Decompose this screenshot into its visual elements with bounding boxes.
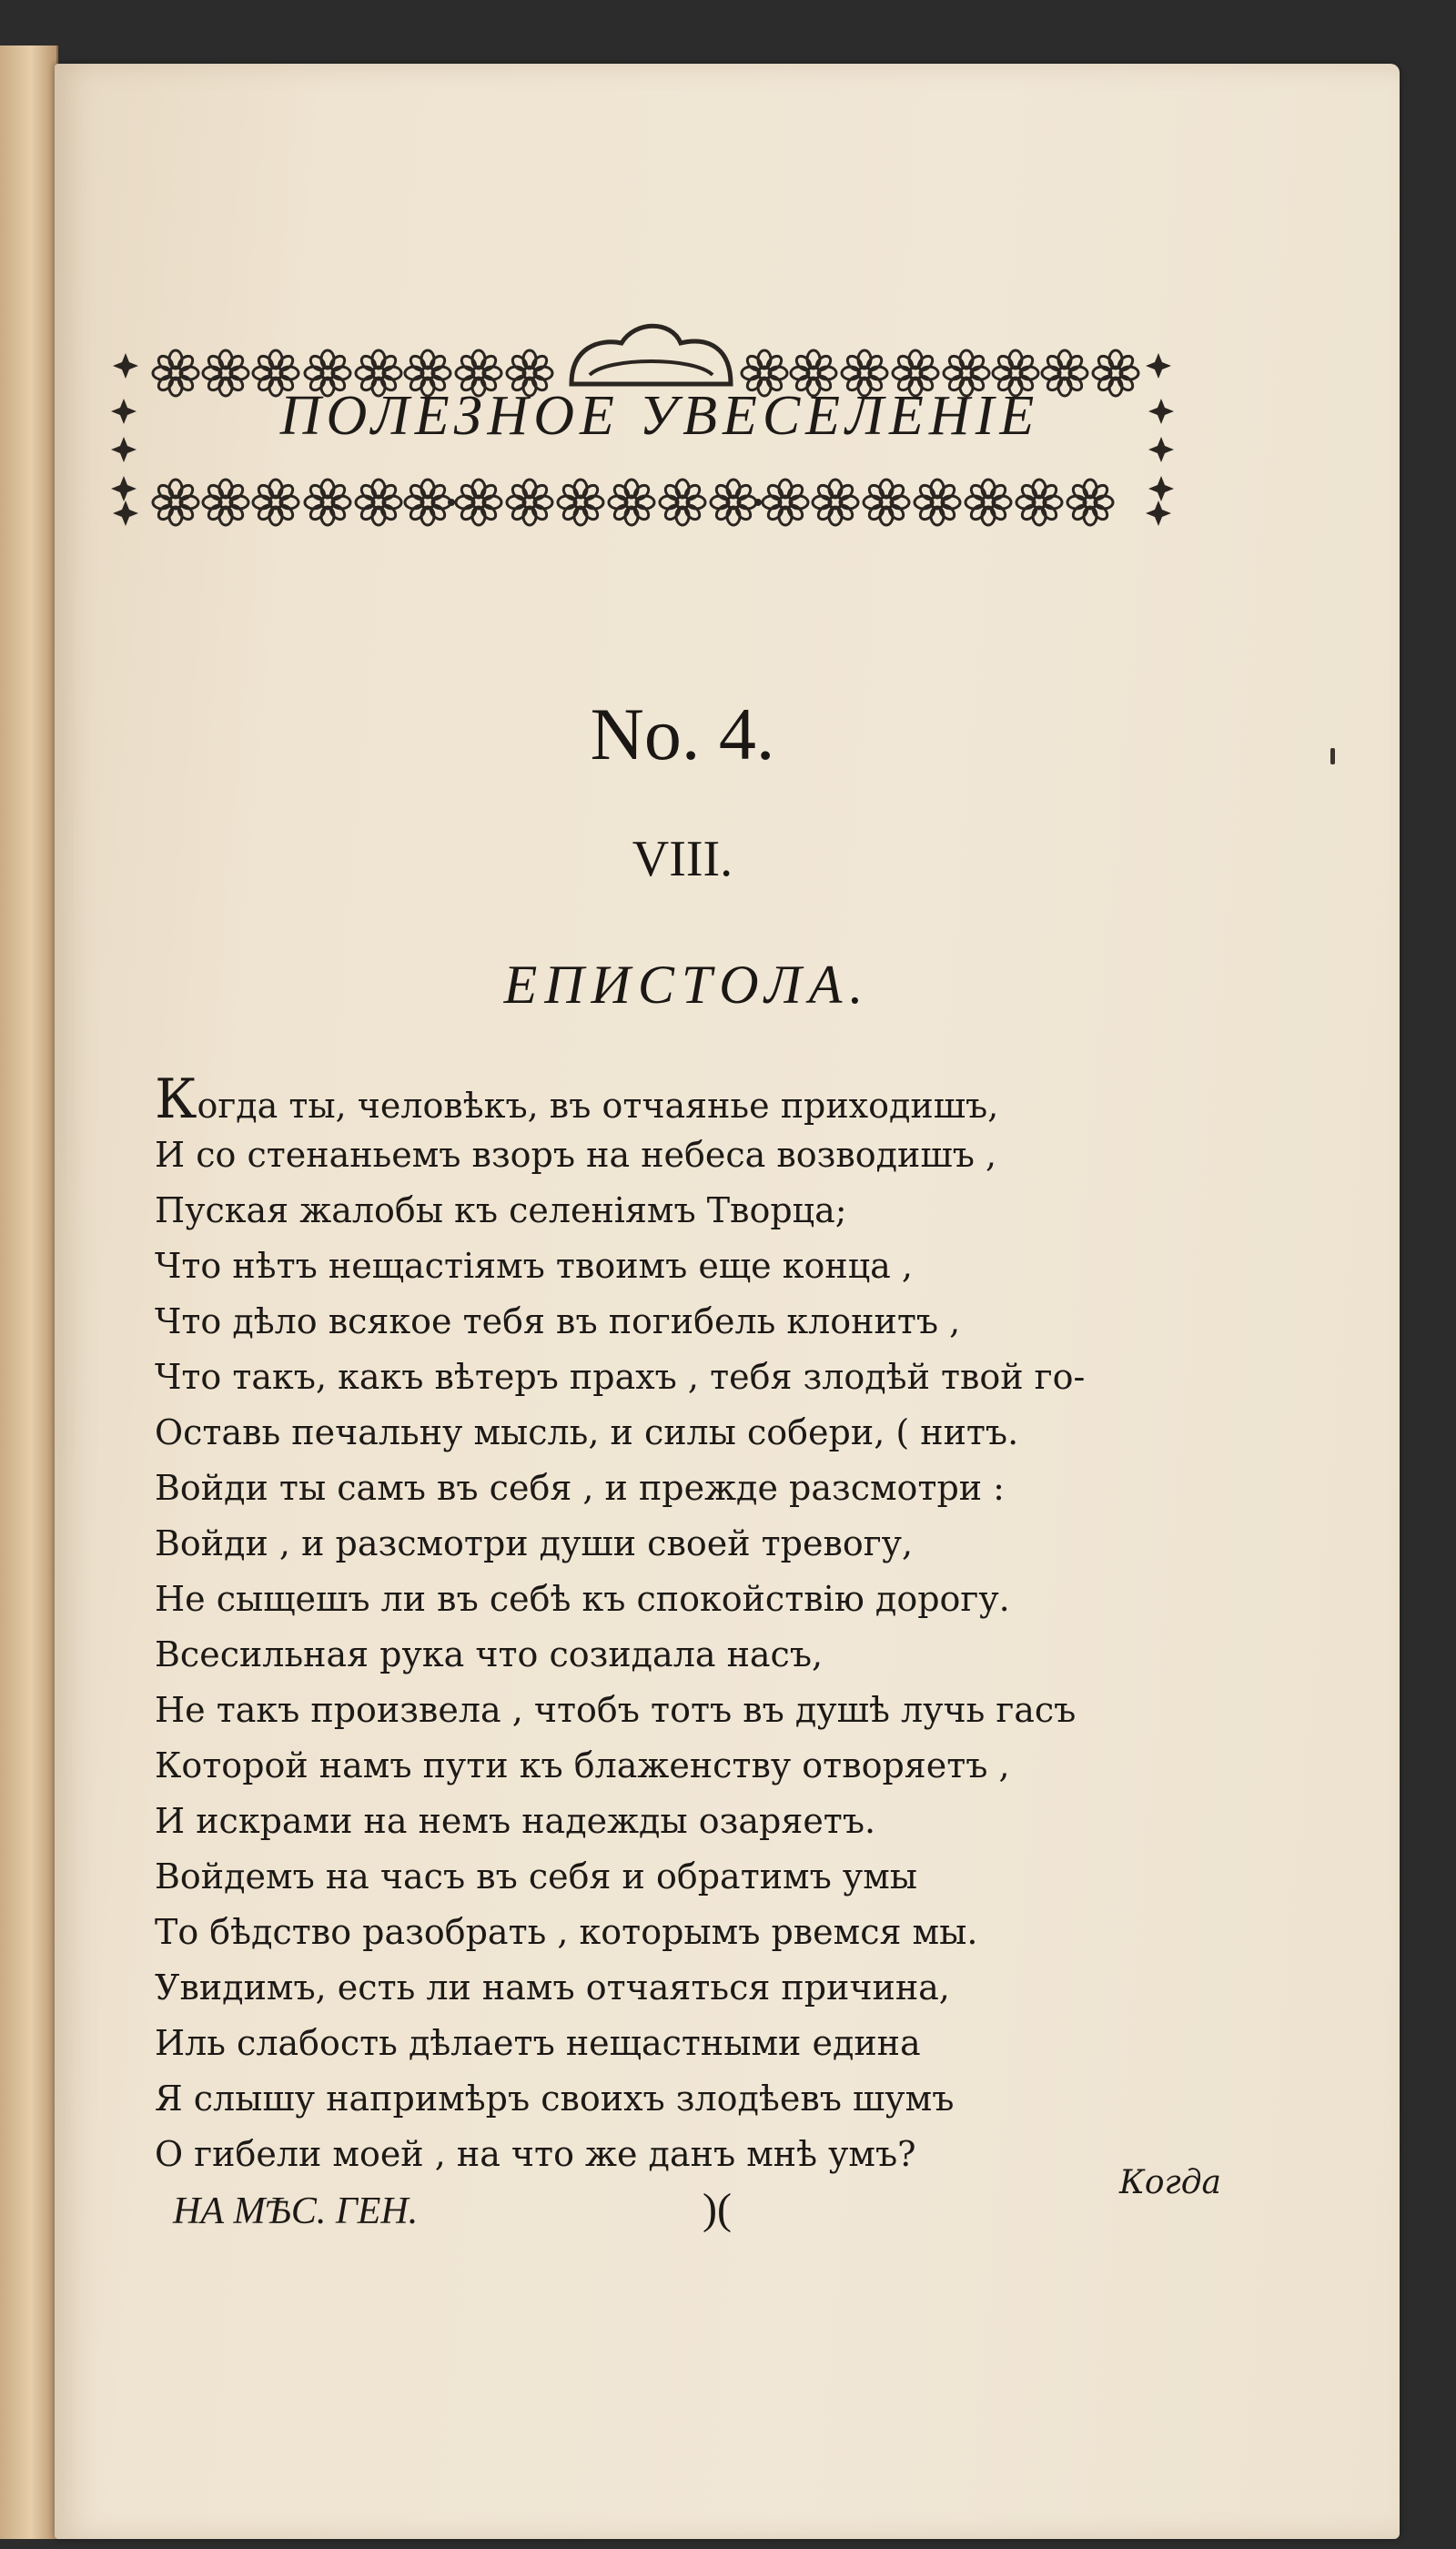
poem-line: Не такъ произвела , чтобъ тотъ въ душѣ лучь гасъ	[155, 1690, 1077, 1730]
previous-page-edge	[0, 46, 58, 2539]
book-page	[55, 64, 1400, 2539]
poem-text	[155, 1067, 1265, 2182]
poem-line: Которой намъ пути къ блаженству отворяетъ ,	[155, 1745, 1010, 1785]
poem-line: Я слышу напримѣръ своихъ злодѣевъ шумъ	[155, 2079, 955, 2119]
poem-line: Увидимъ, есть ли намъ отчаяться причина,	[155, 1967, 950, 2008]
poem-line: О гибели моей , на что же данъ мнѣ умъ?	[155, 2134, 916, 2174]
poem-line: Оставь печальну мысль, и силы собери, ( нитъ.	[155, 1412, 1019, 1452]
poem-line: Не сыщешъ ли въ себѣ къ спокойствію дорогу.	[155, 1579, 1010, 1619]
issue-number: No. 4.	[590, 693, 775, 775]
section-numeral: VIII.	[632, 831, 733, 887]
poem-line: Что дѣло всякое тебя въ погибель клонитъ ,	[155, 1301, 961, 1341]
signature-symbol: )(	[703, 2185, 732, 2233]
poem-line: И со стенаньемъ взоръ на небеса возводишъ ,	[155, 1135, 997, 1175]
poem-line: Когда ты, человѣкъ, въ отчаянье приходишъ,	[155, 1067, 999, 1131]
poem-line: Иль слабость дѣлаетъ нещастными едина	[155, 2023, 921, 2063]
poem-line: И искрами на немъ надежды озаряетъ.	[155, 1801, 876, 1841]
running-title: ПОЛЕЗНОЕ УВЕСЕЛЕНІЕ	[279, 385, 1040, 447]
poem-line: Войдемъ на часъ въ себя и обратимъ умы	[155, 1856, 918, 1897]
section-title: ЕПИСТОЛА.	[503, 955, 871, 1015]
signature-mark: НА МѢС. ГЕН.	[173, 2190, 419, 2232]
poem-line: Что нѣтъ нещастіямъ твоимъ еще конца ,	[155, 1246, 913, 1286]
poem-line: Войди ты самъ въ себя , и прежде разсмотри :	[155, 1468, 1005, 1508]
poem-line: Войди , и разсмотри души своей тревогу,	[155, 1523, 914, 1563]
poem-line: Что такъ, какъ вѣтеръ прахъ , тебя злодѣй твой го-	[155, 1357, 1086, 1397]
catchword: Когда	[1119, 2164, 1222, 2201]
poem-line: Всесильная рука что созидала насъ,	[155, 1634, 824, 1674]
poem-line: Пуская жалобы къ селеніямъ Творца;	[155, 1190, 847, 1230]
poem-line: То бѣдство разобрать , которымъ рвемся мы.	[155, 1912, 978, 1952]
ink-mark	[1330, 748, 1335, 764]
